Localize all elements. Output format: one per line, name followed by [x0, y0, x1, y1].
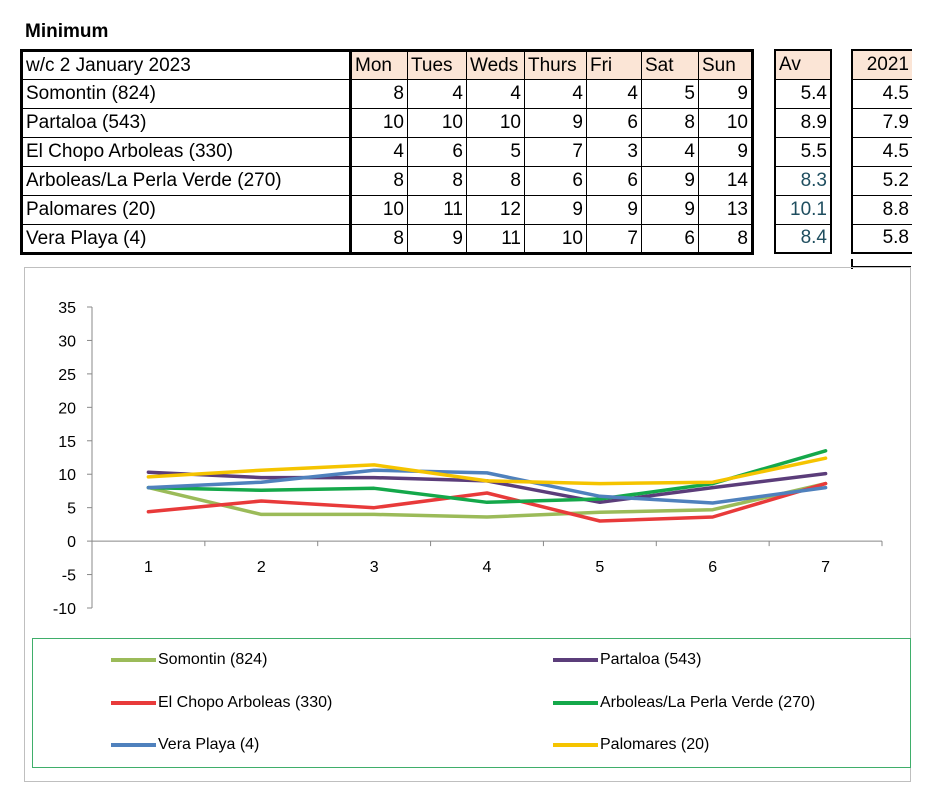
x-tick-label: 3 — [369, 559, 379, 577]
legend-swatch — [553, 658, 598, 662]
y-tick-label: 35 — [58, 300, 76, 317]
temperature-cell: 8 — [699, 225, 753, 254]
legend-item — [553, 694, 815, 712]
chart-legend — [32, 638, 911, 768]
temperature-cell: 4 — [408, 80, 467, 109]
x-tick-label: 2 — [256, 559, 266, 577]
temperature-cell: 8 — [642, 109, 699, 138]
temperature-cell: 10 — [408, 109, 467, 138]
series-line — [148, 458, 825, 483]
station-name: Palomares (20) — [22, 196, 351, 225]
legend-swatch — [111, 743, 156, 747]
station-name: Partaloa (543) — [22, 109, 351, 138]
average-cell: 8.9 — [775, 108, 831, 137]
temperature-cell: 10 — [351, 196, 408, 225]
temperature-cell: 6 — [587, 109, 642, 138]
temperature-cell: 10 — [467, 109, 525, 138]
average-cell: 8.3 — [775, 166, 831, 195]
temperature-cell: 4 — [587, 80, 642, 109]
temperature-cell: 9 — [525, 196, 587, 225]
x-tick-label: 4 — [482, 559, 492, 577]
col-header-thurs: Thurs — [525, 51, 587, 80]
legend-item — [553, 651, 701, 669]
station-name: Somontin (824) — [22, 80, 351, 109]
previous-year-cell: 5.8 — [852, 224, 912, 253]
temperature-cell: 10 — [525, 225, 587, 254]
temperature-cell: 14 — [699, 167, 753, 196]
y-tick-label: 20 — [58, 400, 76, 418]
legend-label: El Chopo Arboleas (330) — [158, 694, 333, 711]
legend-label: Vera Playa (4) — [158, 736, 260, 753]
previous-year-cell: 7.9 — [852, 108, 912, 137]
temperature-cell: 6 — [642, 225, 699, 254]
temperature-cell: 11 — [408, 196, 467, 225]
col-header-fri: Fri — [587, 51, 642, 80]
col-header-mon: Mon — [351, 51, 408, 80]
previous-year-cell: 8.8 — [852, 195, 912, 224]
temperature-cell: 9 — [642, 196, 699, 225]
legend-swatch — [553, 743, 598, 747]
y-tick-label: 30 — [58, 333, 76, 351]
average-cell: 10.1 — [775, 195, 831, 224]
page-title: Minimum — [25, 21, 109, 42]
average-cell: 5.4 — [775, 79, 831, 108]
x-tick-label: 5 — [595, 559, 605, 577]
temperature-cell: 12 — [467, 196, 525, 225]
station-name: Vera Playa (4) — [22, 225, 351, 254]
temperature-cell: 9 — [525, 109, 587, 138]
temperature-cell: 10 — [351, 109, 408, 138]
temperature-cell: 8 — [351, 225, 408, 254]
average-cell: 5.5 — [775, 137, 831, 166]
temperature-cell: 9 — [642, 167, 699, 196]
col-header-sat: Sat — [642, 51, 699, 80]
x-tick-label: 1 — [143, 559, 153, 577]
temperature-cell: 6 — [408, 138, 467, 167]
previous-year-cell: 5.2 — [852, 166, 912, 195]
station-name: El Chopo Arboleas (330) — [22, 138, 351, 167]
legend-label: Partaloa (543) — [600, 651, 702, 668]
temperature-cell: 6 — [525, 167, 587, 196]
temperature-cell: 4 — [351, 138, 408, 167]
temperature-cell: 9 — [408, 225, 467, 254]
temperature-cell: 8 — [467, 167, 525, 196]
y-tick-label: -5 — [61, 567, 76, 585]
legend-item — [553, 736, 709, 754]
legend-swatch — [111, 701, 156, 705]
temperature-cell: 3 — [587, 138, 642, 167]
temperature-cell: 4 — [642, 138, 699, 167]
col-header-sun: Sun — [699, 51, 753, 80]
legend-swatch — [553, 701, 598, 705]
y-tick-label: -10 — [52, 601, 76, 618]
temperature-cell: 11 — [467, 225, 525, 254]
temperature-cell: 8 — [351, 167, 408, 196]
legend-item — [111, 651, 267, 669]
previous-year-cell: 4.5 — [852, 79, 912, 108]
previous-year-cell: 4.5 — [852, 137, 912, 166]
col-header-av: Av — [775, 50, 831, 79]
temperature-cell: 9 — [699, 80, 753, 109]
week-commencing-label: w/c 2 January 2023 — [22, 51, 351, 80]
legend-item — [111, 736, 259, 754]
temperature-cell: 7 — [587, 225, 642, 254]
col-header-weds: Weds — [467, 51, 525, 80]
temperature-cell: 5 — [467, 138, 525, 167]
average-cell: 8.4 — [775, 224, 831, 253]
series-line — [148, 472, 825, 502]
legend-item — [111, 694, 332, 712]
station-name: Arboleas/La Perla Verde (270) — [22, 167, 351, 196]
temperature-cell: 9 — [587, 196, 642, 225]
legend-swatch — [111, 658, 156, 662]
x-tick-label: 6 — [708, 559, 718, 577]
x-tick-label: 7 — [821, 559, 831, 577]
temperature-cell: 7 — [525, 138, 587, 167]
y-tick-label: 25 — [58, 366, 76, 384]
y-tick-label: 5 — [67, 500, 76, 518]
legend-label: Somontin (824) — [158, 651, 268, 668]
temperature-cell: 8 — [408, 167, 467, 196]
col-header-2021: 2021 — [852, 50, 912, 79]
legend-label: Arboleas/La Perla Verde (270) — [600, 694, 816, 711]
temperature-cell: 5 — [642, 80, 699, 109]
temperature-cell: 10 — [699, 109, 753, 138]
temperature-cell: 4 — [525, 80, 587, 109]
col-header-tues: Tues — [408, 51, 467, 80]
y-tick-label: 15 — [58, 433, 76, 451]
y-tick-label: 10 — [58, 467, 76, 485]
legend-label: Palomares (20) — [600, 736, 710, 753]
temperature-cell: 6 — [587, 167, 642, 196]
temperature-cell: 13 — [699, 196, 753, 225]
temperature-cell: 8 — [351, 80, 408, 109]
temperature-cell: 9 — [699, 138, 753, 167]
temperature-cell: 4 — [467, 80, 525, 109]
y-tick-label: 0 — [67, 534, 76, 552]
